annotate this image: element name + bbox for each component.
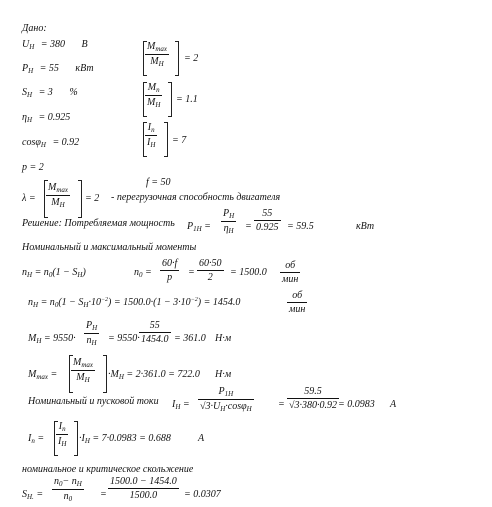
- solution-label: Решение: Потребляемая мощность: [22, 218, 175, 229]
- p1-lhs: $P_{1H}$ =: [187, 221, 211, 233]
- cos-value: = 0.92: [52, 137, 80, 148]
- s-sub: H: [27, 91, 33, 99]
- bracket-right: [175, 41, 179, 76]
- bracket-right: [74, 421, 78, 456]
- p1-result: = 59.5: [287, 221, 314, 232]
- lambda-lhs: λ =: [22, 193, 36, 204]
- bracket-right: [78, 180, 82, 218]
- in-unit: A: [198, 433, 205, 444]
- in-ratio-fraction: $\frac{I_n}{I_H}$: [147, 122, 156, 149]
- lambda-value: = 2: [85, 193, 100, 204]
- rpm-unit: об мин: [282, 260, 299, 285]
- in-ratio-value: = 7: [172, 135, 187, 146]
- mmax-lhs: $M_{max}$ =: [28, 369, 58, 381]
- u-symbol: U: [22, 39, 30, 50]
- p-symbol: P: [22, 63, 29, 74]
- p-sub: H: [28, 67, 34, 75]
- mh-fraction: $\frac{P_H}{n_H}$: [86, 320, 98, 347]
- rpm2-unit: об мин: [289, 290, 306, 315]
- in-fraction: $\frac{I_n}{I_H}$: [58, 421, 67, 448]
- slip-given-line: [22, 88, 78, 99]
- nh-formula: $n_H = n_0(1 - S_H)$: [22, 267, 86, 279]
- ih-eq2: =: [278, 399, 285, 410]
- moments-heading: Номинальный и максимальный моменты: [22, 242, 197, 253]
- n0-result: = 1500.0: [230, 267, 267, 278]
- ih-fraction-values: $\frac{59.5}{√3\cdot 380\cdot 0.92}$: [289, 386, 337, 411]
- bracket-right: [164, 122, 168, 157]
- mn-ratio-value: = 1.1: [176, 94, 198, 105]
- lambda-note: - перегрузочная способность двигателя: [111, 192, 281, 203]
- mmax-ratio-value: = 2: [184, 53, 199, 64]
- sh-fraction-values: $\frac{1500.0 - 1454.0}{1500.0}$: [110, 476, 177, 501]
- sh-fraction: $\frac{n_0- n_H}{n_0}$: [54, 476, 82, 503]
- sh-result: = 0.0307: [184, 489, 221, 500]
- eta-symbol: η: [22, 112, 27, 123]
- p-value: = 55: [39, 63, 59, 74]
- s-unit: %: [69, 87, 78, 98]
- n0-fraction: $\frac{60\cdot f}{p}$: [162, 258, 178, 283]
- p1-fraction-values: $\frac{55}{0.925}$: [256, 208, 279, 233]
- slip-heading: номинальное и критическое скольжение: [22, 465, 194, 474]
- ih-unit: A: [390, 399, 397, 410]
- cos-sub: H: [40, 141, 46, 149]
- mn-ratio-fraction: $\frac{M_n}{M_H}$: [147, 82, 161, 109]
- mh-fraction-values: $\frac{55}{1454.0}$: [141, 320, 169, 345]
- lambda-fraction: $M_{max}$ $M_H$: [48, 182, 69, 209]
- p-unit: кВт: [75, 63, 94, 74]
- eta-sub: H: [26, 116, 33, 124]
- u-unit: B: [81, 39, 88, 50]
- currents-heading: Номинальный и пусковой токи: [28, 396, 159, 407]
- frequency-line: f = 50: [146, 177, 171, 188]
- sh-lhs: $S_{H.}$ =: [22, 489, 44, 501]
- ih-lhs: $I_H$ =: [172, 399, 190, 411]
- n0-eq2: =: [188, 267, 195, 278]
- efficiency-line: [22, 113, 70, 124]
- s-value: = 3: [38, 87, 53, 98]
- ih-result: = 0.0983: [338, 399, 375, 410]
- mh-unit: H·м: [215, 333, 232, 344]
- power-line: [22, 64, 94, 75]
- s-symbol: S: [22, 87, 27, 98]
- mh-eq2: = 9550·: [108, 333, 140, 344]
- cos-symbol: cosφ: [22, 137, 41, 148]
- given-label: Дано:: [22, 23, 47, 34]
- p1-unit: кВт: [356, 221, 375, 232]
- sh-eq2: =: [100, 489, 107, 500]
- mh-lhs: $M_H = 9550\cdot$: [28, 333, 76, 345]
- bracket-right: [103, 355, 107, 393]
- bracket-right: [168, 82, 172, 117]
- u-sub: H: [29, 43, 35, 51]
- mmax-unit: H·м: [215, 369, 232, 380]
- ih-fraction: $\frac{P_{1H}}{√3\cdot U_H\cdot\cos\varphi_H}$: [200, 386, 252, 413]
- n0-fraction-values: $\frac{60\cdot 50}{2}$: [199, 258, 222, 283]
- mmax-rest: $\cdot M_H = 2\cdot 361.0 = 722.0$: [108, 369, 200, 381]
- mmax-fraction: $M_{max}$ $M_H$: [73, 357, 94, 384]
- pole-pairs-line: p = 2: [22, 162, 44, 173]
- p1-eq2: =: [245, 221, 252, 232]
- nh2-formula: $n_H = n_0(1 - S_H\cdot 10^{-2}) = 1500.0\cdot(1 - 3\cdot 10^{-2}) = 1454.0$: [28, 297, 241, 309]
- mmax-ratio-fraction: $M_{max}$ $M_H$: [147, 41, 168, 68]
- voltage-line: [22, 40, 88, 51]
- in-lhs: $I_n$ =: [28, 433, 45, 445]
- in-rest: $\cdot I_H = 7\cdot 0.0983 = 0.688$: [79, 433, 171, 445]
- cosphi-line: [22, 138, 79, 149]
- u-value: = 380: [40, 39, 66, 50]
- mh-result: = 361.0: [174, 333, 206, 344]
- p1-fraction: $\frac{P_H}{\eta_H}$: [223, 208, 235, 235]
- n0-lhs: $n_0$ =: [134, 267, 152, 279]
- eta-value: = 0.925: [38, 112, 71, 123]
